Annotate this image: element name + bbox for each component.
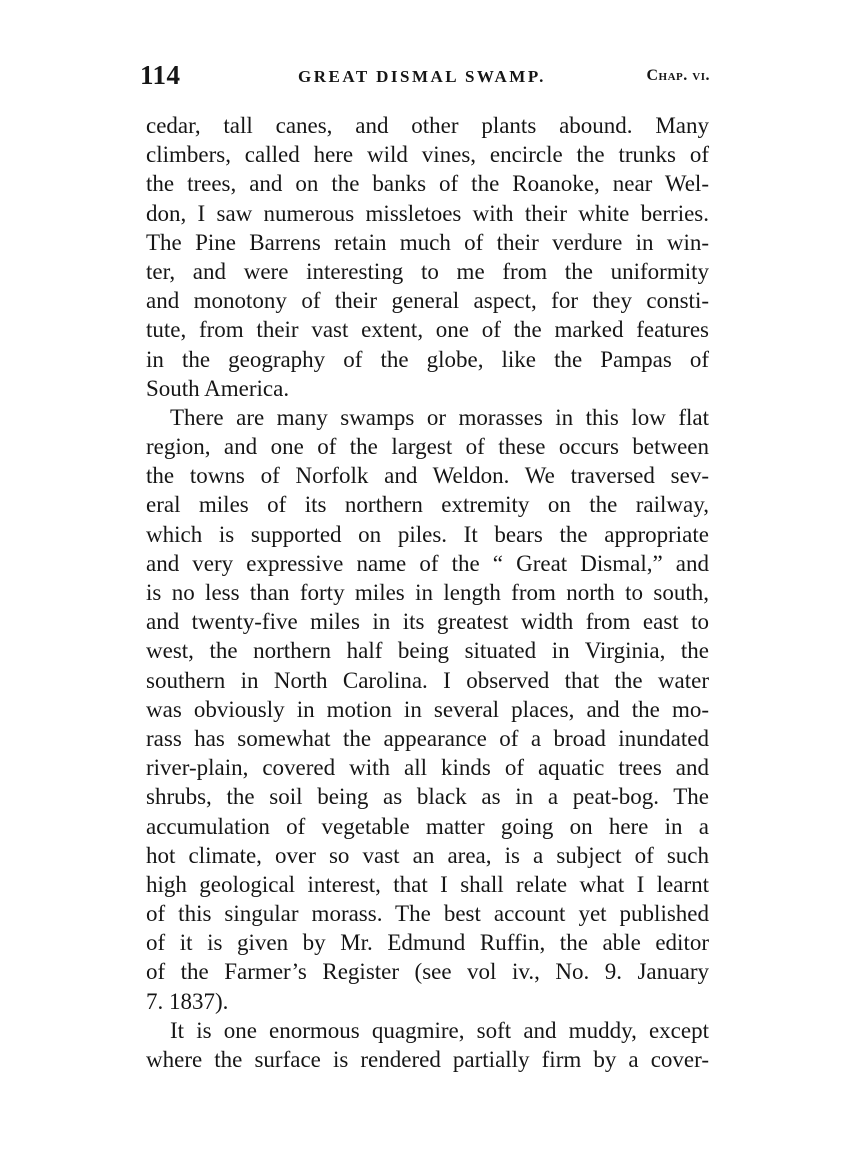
text-line: southern in North Carolina. I observed that the water xyxy=(146,667,709,693)
text-line: rass has somewhat the appearance of a broad inundated xyxy=(146,725,709,751)
text-line: ter, and were interesting to me from the uniformity xyxy=(146,258,709,284)
text-line: region, and one of the largest of these occurs between xyxy=(146,434,709,460)
text-line: There are many swamps or morasses in this low flat xyxy=(170,404,709,430)
text-line: where the surface is rendered partially firm by a cover- xyxy=(146,1047,709,1072)
text-line: which is supported on piles. It bears the appropriate xyxy=(146,521,709,547)
paragraph xyxy=(146,403,709,1016)
chapter-reference: Chap. vi. xyxy=(646,67,710,84)
text-line: of the Farmer’s Register (see vol iv., No. 9. January xyxy=(146,959,709,985)
paragraph xyxy=(146,1016,709,1074)
text-line: 7. 1837). xyxy=(146,988,229,1014)
text-line: don, I saw numerous missletoes with their white berries. xyxy=(146,200,709,226)
text-line: in the geography of the globe, like the Pampas of xyxy=(146,346,709,372)
text-line: the towns of Norfolk and Weldon. We traversed sev- xyxy=(146,463,709,489)
text-line: the trees, and on the banks of the Roanoke, near Wel- xyxy=(146,171,709,197)
text-line: river-plain, covered with all kinds of aquatic trees and xyxy=(146,755,709,781)
text-line: west, the northern half being situated in Virginia, the xyxy=(146,638,709,664)
text-line: The Pine Barrens retain much of their verdure in win- xyxy=(146,229,709,255)
text-line: tute, from their vast extent, one of the marked features xyxy=(146,317,709,343)
paragraph xyxy=(146,111,709,403)
text-line: cedar, tall canes, and other plants abound. Many xyxy=(146,113,709,138)
text-line: hot climate, over so vast an area, is a subject of such xyxy=(146,842,709,868)
text-line: It is one enormous quagmire, soft and muddy, except xyxy=(170,1017,709,1043)
body-text xyxy=(146,111,709,1074)
text-line: was obviously in motion in several places, and the mo- xyxy=(146,696,709,722)
text-line: accumulation of vegetable matter going on here in a xyxy=(146,813,709,839)
text-line: climbers, called here wild vines, encircle the trunks of xyxy=(146,142,709,168)
text-line: high geological interest, that I shall relate what I learnt xyxy=(146,871,709,897)
text-line: is no less than forty miles in length from north to south, xyxy=(146,580,709,605)
text-line: eral miles of its northern extremity on the railway, xyxy=(146,492,709,518)
text-line: South America. xyxy=(146,375,290,401)
text-line: and very expressive name of the “ Great Dismal,” and xyxy=(146,550,709,576)
text-line: and monotony of their general aspect, for they consti- xyxy=(146,288,709,314)
running-head xyxy=(140,60,710,92)
text-line: and twenty-five miles in its greatest width from east to xyxy=(146,609,709,635)
text-line: shrubs, the soil being as black as in a peat-bog. The xyxy=(146,784,709,810)
text-line: of this singular morass. The best account yet published xyxy=(146,901,709,927)
page-number: 114 xyxy=(140,60,181,90)
text-line: of it is given by Mr. Edmund Ruffin, the able editor xyxy=(146,930,709,956)
running-title: GREAT DISMAL SWAMP. xyxy=(298,67,546,86)
